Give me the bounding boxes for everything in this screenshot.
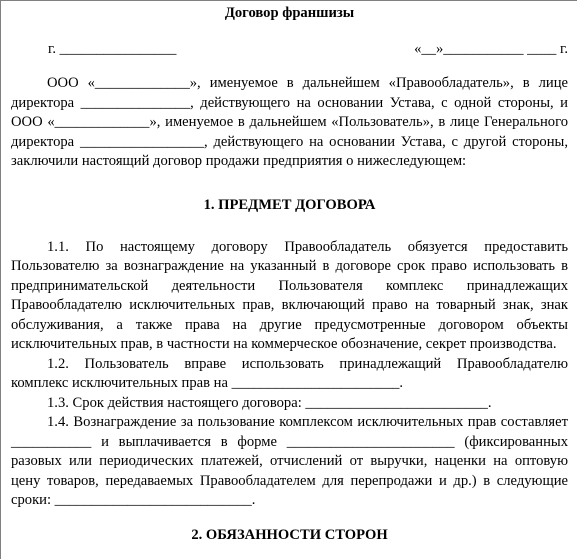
section-heading-obligations: 2. ОБЯЗАННОСТИ СТОРОН (191, 526, 388, 543)
date-field: «__»___________ ____ г. (414, 41, 568, 57)
clause-1-1: 1.1. По настоящему договору Правообладатель обязуется предоставить Пользователю за вознаграждение на указанный в договоре срок право использовать в предпринимательской деятельности Пользователя комплекс принадлежащих Правообладателю исключительных прав, включающий право на товарный знак, знак обслуживания, а также права на другие предусмотренные договором объекты исключительных прав, в частности на коммерческое обозначение, секрет производства. (11, 238, 568, 352)
preamble-paragraph: ООО «_____________», именуемое в дальнейшем «Правообладатель», в лице директора _______________, действующего на основании Устава, с одной стороны, и ООО «_____________», именуемое в дальнейшем «Пользователь», в лице Генерального директора _________________, действующего на основании Устава, с другой стороны, заключили настоящий договор продажи предприятия о нижеследующем: (11, 75, 568, 169)
document-title: Договор франшизы (224, 5, 355, 21)
clause-1-2: 1.2. Пользователь вправе использовать принадлежащий Правообладателю комплекс исключительных прав на _______________________. (11, 355, 568, 391)
section-heading-subject: 1. ПРЕДМЕТ ДОГОВОРА (203, 196, 376, 213)
clause-1-4: 1.4. Вознаграждение за пользование комплексом исключительных прав составляет ___________ и выплачивается в форме _______________________ (фиксированных разовых или периодических платежей, отчислений от выручки, наценки на оптовую цену товаров, передаваемых Правообладателем для перепродажи и др.) в следующие сроки: ___________________________. (11, 414, 568, 508)
clause-1-3: 1.3. Срок действия настоящего договора: _________________________. (47, 394, 492, 411)
place-date-line (11, 40, 568, 60)
city-field: г. ________________ (48, 41, 177, 57)
